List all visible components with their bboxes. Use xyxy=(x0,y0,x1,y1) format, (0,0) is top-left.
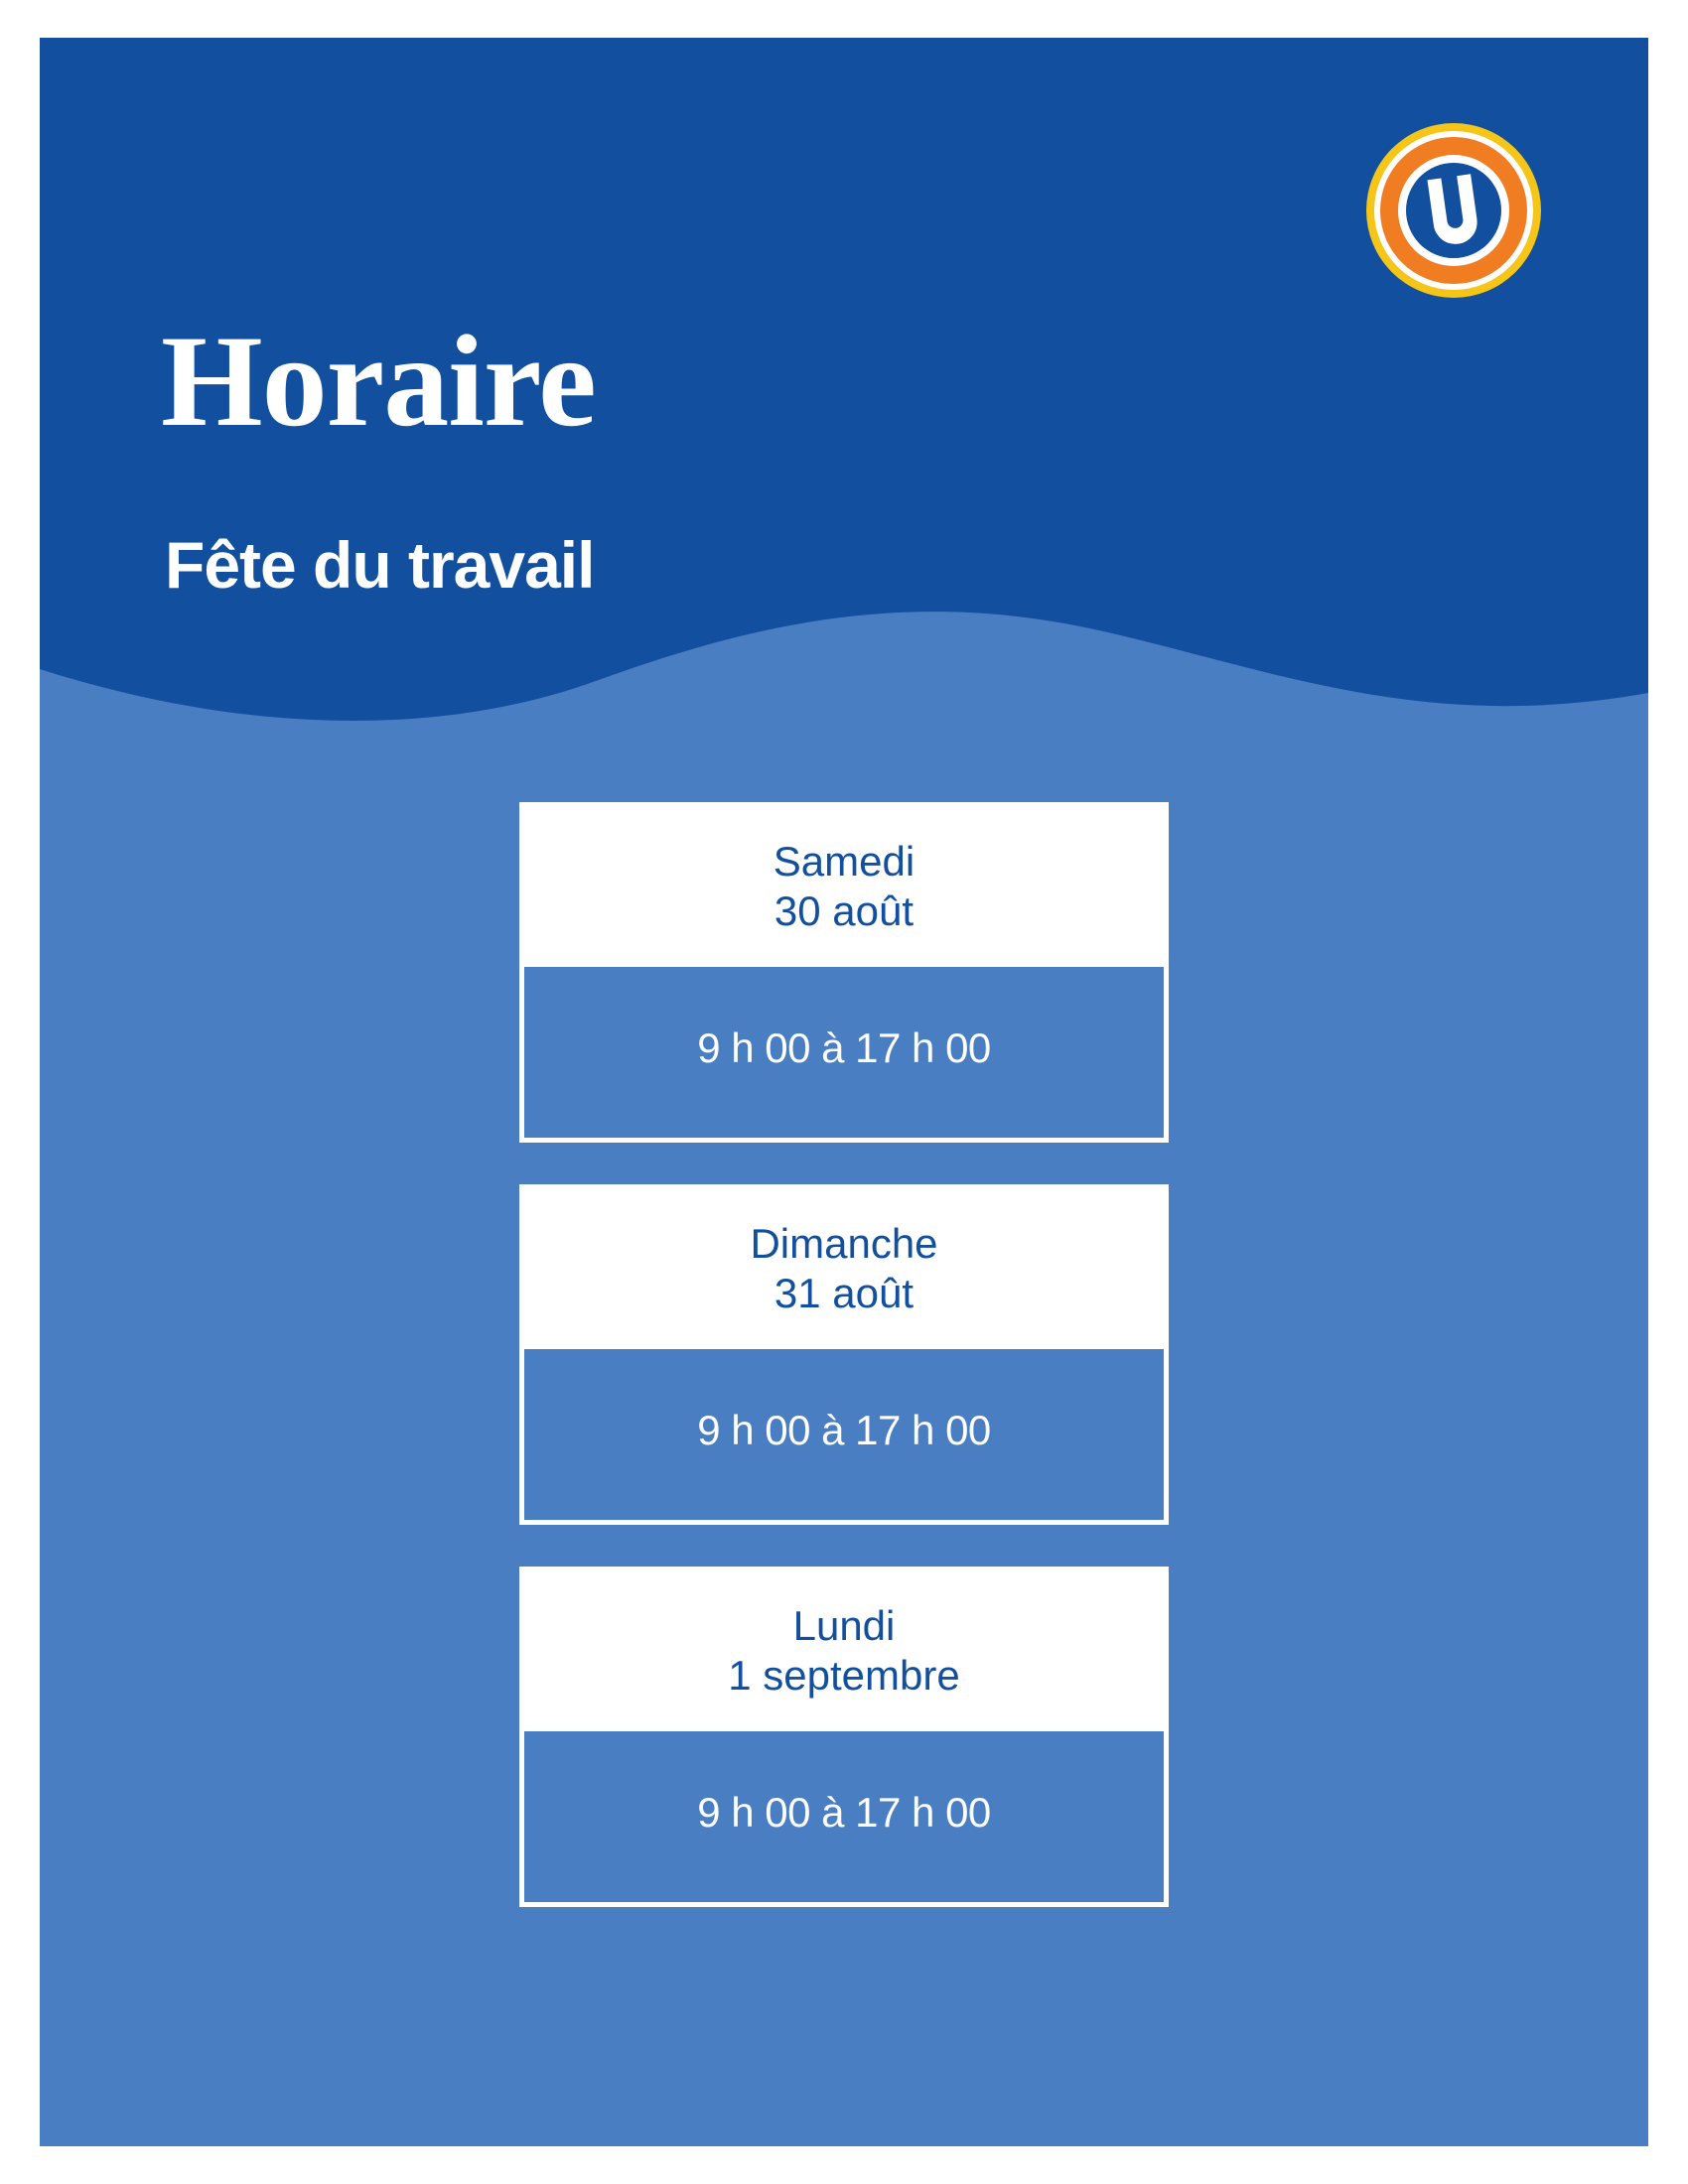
schedule-card xyxy=(519,802,1169,1143)
schedule-hours: 9 h 00 à 17 h 00 xyxy=(524,967,1164,1138)
schedule-date-label: 31 août xyxy=(774,1269,914,1316)
schedule-card-header xyxy=(524,1189,1164,1349)
schedule-date-label: 1 septembre xyxy=(728,1651,960,1699)
schedule-day-label: Lundi xyxy=(792,1602,896,1650)
schedule-card-list xyxy=(40,802,1648,1949)
poster-header xyxy=(40,38,1648,792)
university-u-logo-icon xyxy=(1362,119,1545,302)
schedule-hours: 9 h 00 à 17 h 00 xyxy=(524,1349,1164,1520)
schedule-date-label: 30 août xyxy=(774,887,914,934)
page-subtitle: Fête du travail xyxy=(165,528,595,602)
schedule-card xyxy=(519,1567,1169,1907)
schedule-day-label: Samedi xyxy=(773,838,915,885)
schedule-card-header xyxy=(524,807,1164,967)
page-title: Horaire xyxy=(161,308,596,454)
schedule-card-header xyxy=(524,1571,1164,1731)
schedule-card xyxy=(519,1184,1169,1525)
schedule-poster xyxy=(40,38,1648,2146)
schedule-hours: 9 h 00 à 17 h 00 xyxy=(524,1731,1164,1902)
schedule-day-label: Dimanche xyxy=(750,1220,938,1268)
